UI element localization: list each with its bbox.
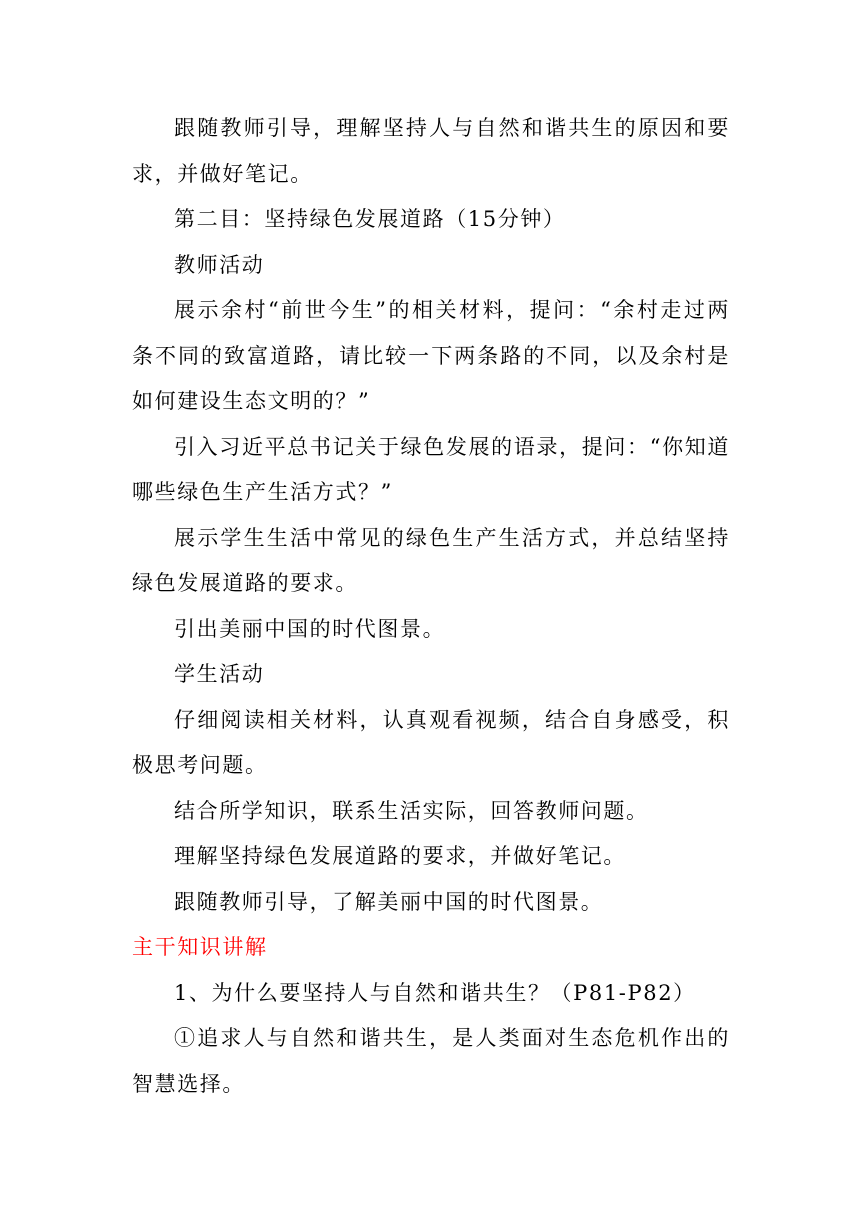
paragraph: 结合所学知识，联系生活实际，回答教师问题。 xyxy=(174,798,649,823)
paragraph: 展示学生生活中常见的绿色生产生活方式，并总结坚持绿色发展道路的要求。 xyxy=(132,525,730,595)
activity-label-student: 学生活动 xyxy=(174,662,265,686)
paragraph: ①追求人与自然和谐共生，是人类面对生态危机作出的智慧选择。 xyxy=(132,1026,730,1096)
paragraph: 引出美丽中国的时代图景。 xyxy=(174,616,446,641)
paragraph: 理解坚持绿色发展道路的要求，并做好笔记。 xyxy=(174,844,626,868)
paragraph: 仔细阅读相关材料，认真观看视频，结合自身感受，积极思考问题。 xyxy=(132,707,730,777)
paragraph: 跟随教师引导，理解坚持人与自然和谐共生的原因和要求，并做好笔记。 xyxy=(132,116,730,186)
document-body xyxy=(132,106,730,1107)
activity-label-teacher: 教师活动 xyxy=(174,252,265,277)
subsection-title: 第二目：坚持绿色发展道路（15分钟） xyxy=(174,207,566,231)
paragraph: 展示余村“前世今生”的相关材料，提问：“余村走过两条不同的致富道路，请比较一下两条路的不同，以及余村是如何建设生态文明的？” xyxy=(132,298,730,413)
question-title: 1、为什么要坚持人与自然和谐共生？（P81-P82） xyxy=(174,980,696,1005)
paragraph: 引入习近平总书记关于绿色发展的语录，提问：“你知道哪些绿色生产生活方式？” xyxy=(132,434,730,504)
paragraph: 跟随教师引导，了解美丽中国的时代图景。 xyxy=(174,889,604,914)
section-heading: 主干知识讲解 xyxy=(132,935,268,959)
